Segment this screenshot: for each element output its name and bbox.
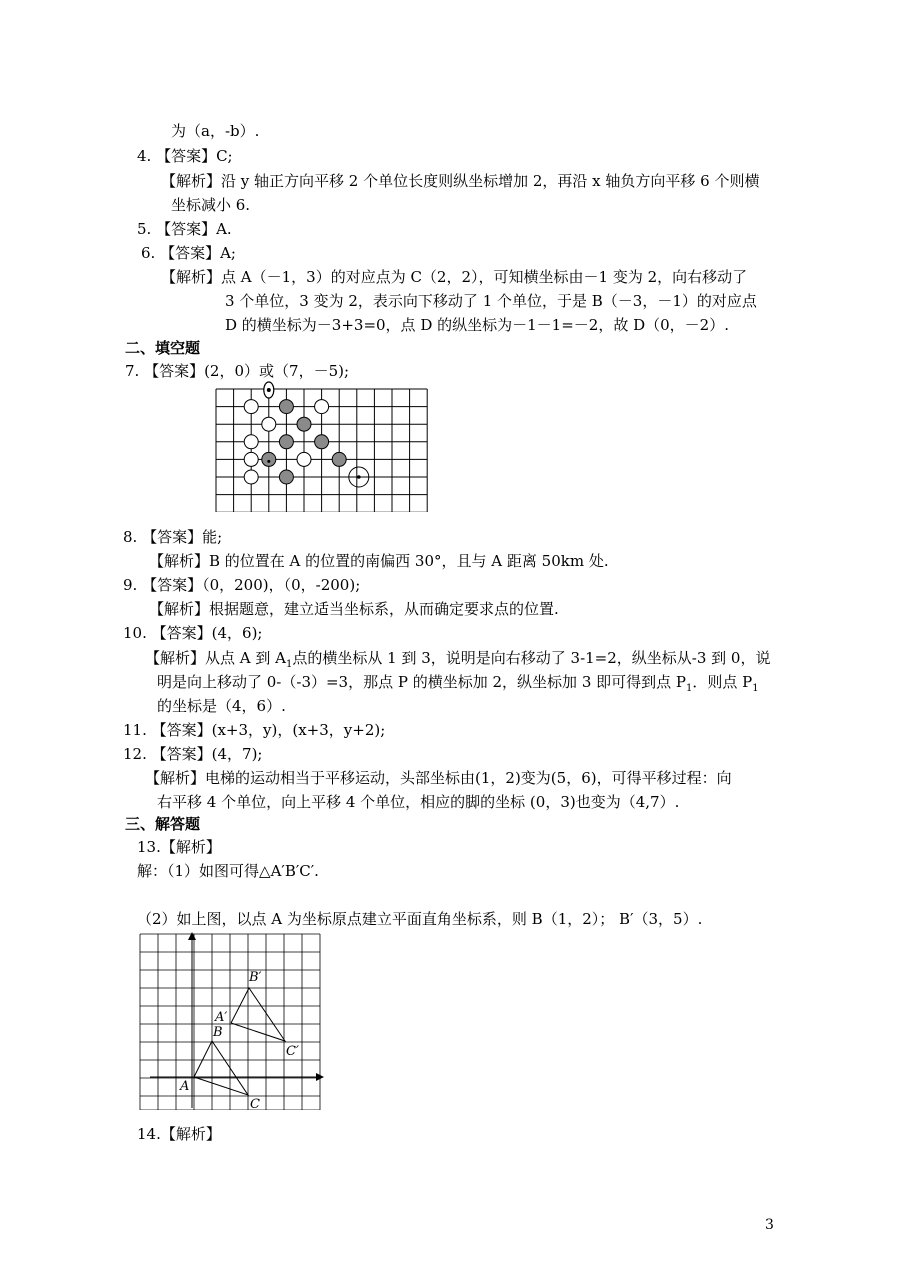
text-line: 3 个单位，3 变为 2，表示向下移动了 1 个单位，于是 B（－3，－1）的对应点 [225, 292, 757, 310]
solution-13-part2: （2）如上图，以点 A 为坐标原点建立平面直角坐标系，则 B（1，2）； B′（3，5）. [137, 910, 703, 928]
coordinate-grid-figure [136, 928, 336, 1110]
analysis-8: 【解析】B 的位置在 A 的位置的南偏西 30°，且与 A 距离 50km 处. [149, 552, 609, 570]
target-point-dot [357, 475, 361, 479]
text-line: 的坐标是（4，6）. [157, 697, 286, 715]
solution-13-part1: 解：（1）如图可得△A′B′C′. [137, 862, 319, 880]
white-stone [244, 400, 258, 414]
label-c-prime: C′ [286, 1044, 299, 1059]
answer-4: 4. 【答案】C; [137, 147, 233, 165]
solution-13-heading: 13.【解析】 [137, 838, 221, 856]
black-stone [279, 435, 293, 449]
solution-14-heading: 14.【解析】 [137, 1125, 221, 1143]
label-b: B [213, 1025, 223, 1040]
analysis-6: 【解析】点 A（－1，3）的对应点为 C（2，2），可知横坐标由－1 变为 2，向右移动了 [161, 268, 748, 286]
analysis-10: 【解析】从点 A 到 $A_1$点的横坐标从 1 到 3，说明是向右移动了 3-1=2，纵坐标从-3 到 0，说 [145, 649, 771, 670]
section-heading-solutions: 三、解答题 [125, 815, 201, 833]
answer-7: 7. 【答案】(2，0）或（7，－5); [125, 362, 350, 380]
white-stone [315, 400, 329, 414]
label-c: C [250, 1097, 260, 1110]
text-line: 右平移 4 个单位，向上平移 4 个单位，相应的脚的坐标 (0，3)也变为（4,7）. [157, 793, 680, 811]
analysis-9: 【解析】根据题意，建立适当坐标系，从而确定要求点的位置. [149, 600, 559, 618]
text-line: 明是向上移动了 0-（-3）=3，那点 P 的横坐标加 2，纵坐标加 3 即可得到点 $P_1$．则点 $P_1$ [157, 673, 759, 694]
label-a-prime: A′ [215, 1010, 228, 1025]
marked-point-dot [267, 388, 271, 392]
answer-5: 5. 【答案】A. [137, 220, 232, 238]
white-stone [297, 452, 311, 466]
white-stone [244, 452, 258, 466]
go-board-figure [212, 380, 442, 512]
label-a: A [180, 1079, 190, 1094]
text-line: 为（a，-b）. [171, 122, 260, 140]
page-number: 3 [765, 1217, 774, 1233]
triangle-a-prime-b-prime-c-prime [231, 988, 285, 1041]
label-b-prime: B′ [249, 970, 262, 985]
answer-9: 9. 【答案】（0，200)，（0，-200); [123, 576, 361, 594]
black-stone [262, 452, 276, 466]
black-stone [279, 400, 293, 414]
black-stone [297, 417, 311, 431]
answer-12: 12. 【答案】(4，7); [123, 745, 263, 763]
answer-8: 8. 【答案】能; [123, 528, 223, 546]
section-heading-fill-blank: 二、填空题 [125, 339, 201, 357]
black-stone [332, 452, 346, 466]
analysis-4: 【解析】沿 y 轴正方向平移 2 个单位长度则纵坐标增加 2，再沿 x 轴负方向平移 6 个则横 [161, 172, 760, 190]
analysis-12: 【解析】电梯的运动相当于平移运动，头部坐标由(1，2)变为(5，6)，可得平移过程：向 [145, 769, 732, 787]
text-line: D 的横坐标为－3+3=0，点 D 的纵坐标为－1－1=－2，故 D（0，－2）. [225, 316, 729, 334]
answer-6: 6. 【答案】A; [141, 244, 236, 262]
white-stone [262, 417, 276, 431]
black-stone [279, 470, 293, 484]
answer-10: 10. 【答案】(4，6); [123, 624, 263, 642]
black-stone [315, 435, 329, 449]
white-stone [244, 470, 258, 484]
triangle-abc [194, 1041, 248, 1095]
y-axis-arrow [188, 932, 196, 940]
answer-11: 11. 【答案】(x+3，y)，(x+3，y+2); [123, 721, 386, 739]
white-stone [244, 435, 258, 449]
text-line: 坐标减小 6. [171, 196, 251, 214]
stone-marker [267, 460, 270, 463]
